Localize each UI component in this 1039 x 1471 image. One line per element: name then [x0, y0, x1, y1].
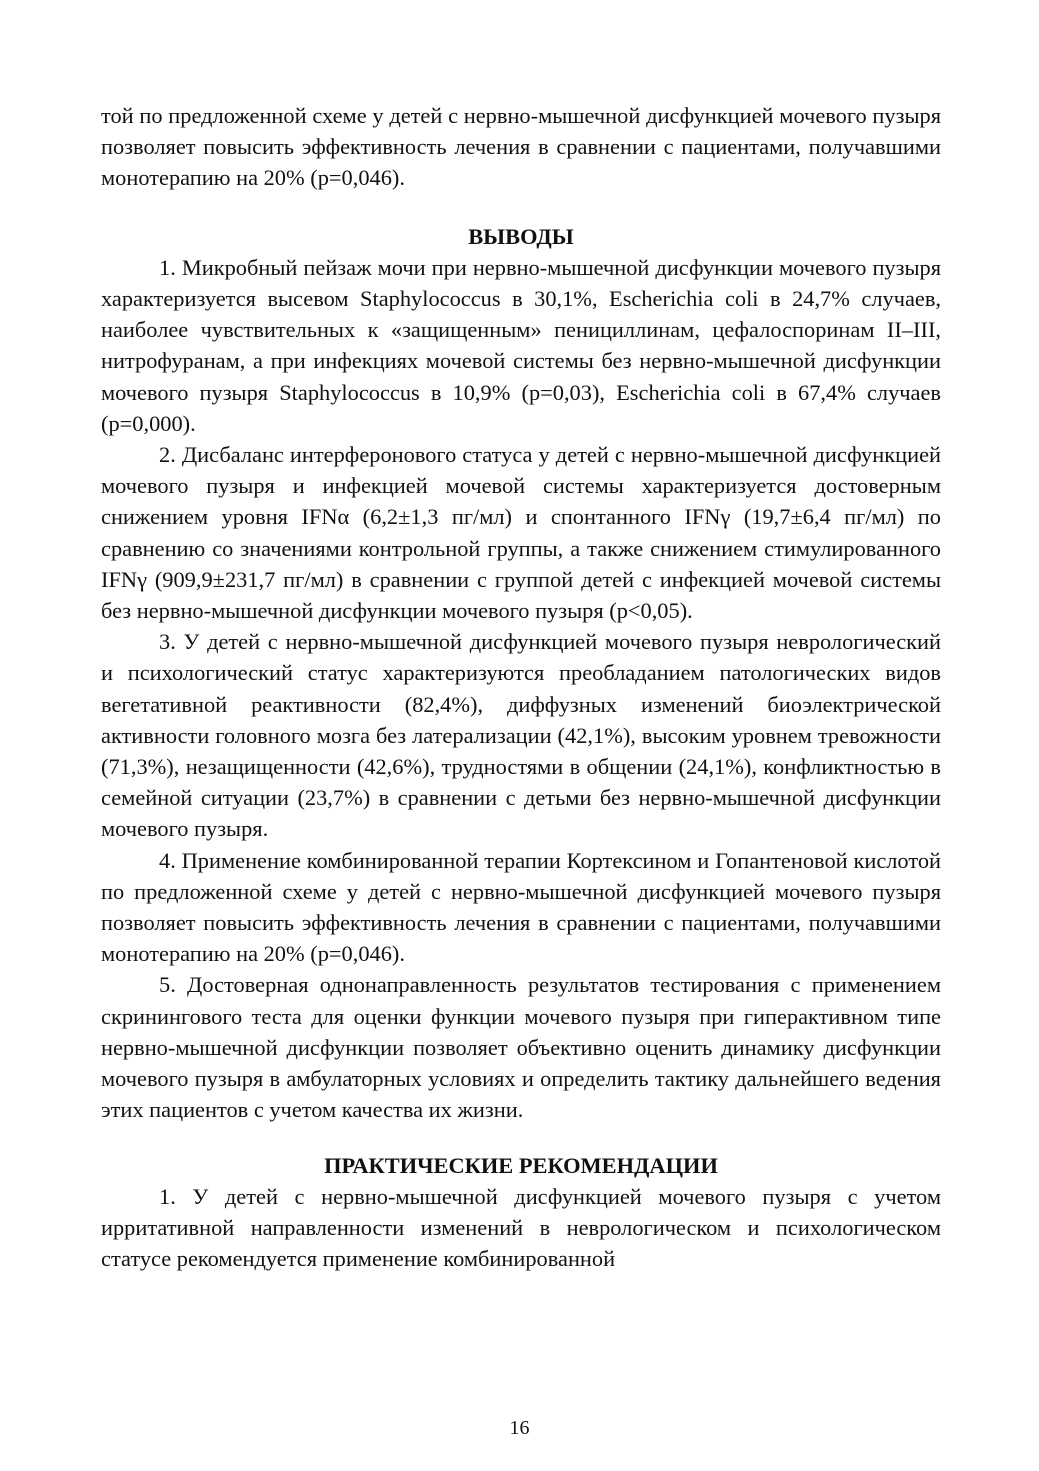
- conclusion-item-4: 4. Применение комбинированной терапии Кортексином и Гопантеновой кислотой по предложенной схеме у детей с нервно-мышечной дисфункцией мочевого пузыря позволяет повысить эффективность лечения в сравнении с пациентами, получавшими монотерапию на 20% (p=0,046).: [101, 847, 941, 967]
- page-number: 16: [509, 1417, 530, 1439]
- conclusions-heading: ВЫВОДЫ: [468, 223, 574, 249]
- conclusion-item-1: 1. Микробный пейзаж мочи при нервно-мышечной дисфункции мочевого пузыря характеризуется высевом Staphylococcus в 30,1%, Escherichia coli в 24,7% случаев, наиболее чувствительных к «защищенным» пенициллинам, цефалоспоринам II–III, нитрофуранам, а при инфекциях мочевой системы без нервно-мышечной дисфункции мочевого пузыря Staphylococcus в 10,9% (p=0,03), Escherichia coli в 67,4% случаев (p=0,000).: [101, 254, 941, 436]
- recommendations-heading: ПРАКТИЧЕСКИЕ РЕКОМЕНДАЦИИ: [324, 1152, 718, 1178]
- conclusion-item-5: 5. Достоверная однонаправленность результатов тестирования с применением скринингового теста для оценки функции мочевого пузыря при гиперактивном типе нервно-мышечной дисфункции позволяет объективно оценить динамику дисфункции мочевого пузыря в амбулаторных условиях и определить тактику дальнейшего ведения этих пациентов с учетом качества их жизни.: [101, 972, 941, 1123]
- conclusion-item-2: 2. Дисбаланс интерферонового статуса у детей с нервно-мышечной дисфункцией мочевого пузыря и инфекцией мочевой системы характеризуется достоверным снижением уровня IFNα (6,2±1,3 пг/мл) и спонтанного IFNγ (19,7±6,4 пг/мл) по сравнению со значениями контрольной группы, а также снижением стимулированного IFNγ (909,9±231,7 пг/мл) в сравнении с группой детей с инфекцией мочевой системы без нервно-мышечной дисфункции мочевого пузыря (p<0,05).: [101, 442, 941, 624]
- intro-paragraph: той по предложенной схеме у детей с нервно-мышечной дисфункцией мочевого пузыря позволяет повысить эффективность лечения в сравнении с пациентами, получавшими монотерапию на 20% (p=0,046).: [101, 103, 941, 191]
- document-page: [101, 100, 941, 1274]
- recommendation-item-1: 1. У детей с нервно-мышечной дисфункцией мочевого пузыря с учетом ирритативной направленности изменений в неврологическом и психологическом статусе рекомендуется применение комбинированной: [101, 1183, 941, 1272]
- conclusion-item-3: 3. У детей с нервно-мышечной дисфункцией мочевого пузыря неврологический и психологический статус характеризуются преобладанием патологических видов вегетативной реактивности (82,4%), диффузных изменений биоэлектрической активности головного мозга без латерализации (42,1%), высоким уровнем тревожности (71,3%), незащищенности (42,6%), трудностями в общении (24,1%), конфликтностью в семейной ситуации (23,7%) в сравнении с детьми без нервно-мышечной дисфункции мочевого пузыря.: [101, 629, 941, 842]
